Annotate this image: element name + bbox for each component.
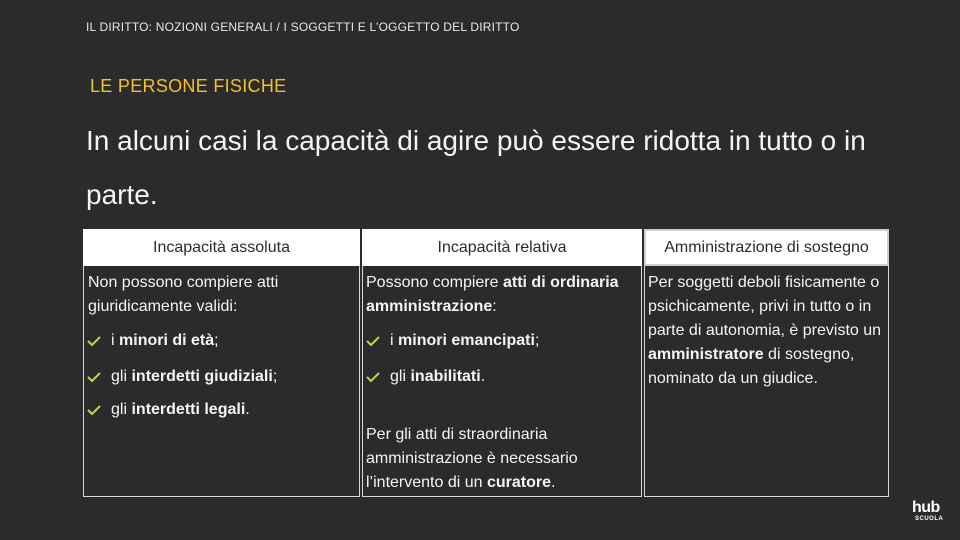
list-item-suffix: ;: [534, 332, 540, 349]
list-item: [87, 368, 277, 386]
check-icon: [366, 334, 380, 348]
list-item-prefix: gli: [390, 368, 407, 385]
column-text-prefix: Per soggetti deboli fisicamente o psichicamente, privi in tutto o in parte di autonomia, è previsto un: [648, 274, 882, 339]
list-item: [87, 401, 250, 419]
breadcrumb: IL DIRITTO: NOZIONI GENERALI / I SOGGETTI E L’OGGETTO DEL DIRITTO: [86, 20, 520, 34]
list-item-prefix: gli: [111, 368, 128, 385]
list-item-bold: inabilitati: [410, 368, 481, 385]
column-note-bold: curatore: [486, 474, 551, 491]
list-item-suffix: ;: [272, 368, 278, 385]
list-item-prefix: gli: [111, 401, 128, 418]
list-item-bold: interdetti giudiziali: [131, 368, 273, 385]
check-icon: [366, 370, 380, 384]
column-header-label: Amministrazione di sostegno: [664, 238, 869, 256]
column-text-suffix: di sostegno, nominato da un giudice.: [648, 346, 855, 387]
column-intro-suffix: :: [492, 298, 497, 315]
list-item: [366, 368, 485, 386]
column-header-incapacita-assoluta: [83, 229, 360, 266]
list-item: [87, 332, 219, 350]
list-item-suffix: ;: [214, 332, 219, 349]
list-item-suffix: .: [245, 401, 250, 418]
column-text-bold: amministratore: [648, 346, 764, 363]
column-note-suffix: .: [551, 474, 556, 491]
column-header-amministrazione-sostegno: [644, 229, 889, 266]
check-icon: [87, 334, 101, 348]
list-item-suffix: .: [480, 368, 486, 385]
list-item-bold: minori emancipati: [398, 332, 535, 349]
section-title: LE PERSONE FISICHE: [90, 76, 287, 96]
column-intro-bold: atti di ordinaria amministrazione: [366, 274, 619, 315]
column-intro: Non possono compiere atti giuridicamente validi:: [88, 274, 279, 315]
column-intro-prefix: Possono compiere: [366, 274, 503, 291]
check-icon: [87, 370, 101, 384]
column-note-prefix: Per gli atti di straordinaria amministrazione è necessario l’intervento di un: [366, 426, 578, 491]
hub-logo-subtitle: SCUOLA: [915, 516, 944, 522]
hub-logo: hub: [912, 499, 940, 516]
column-header-label: Incapacità relativa: [437, 238, 567, 256]
list-item-prefix: i: [111, 332, 115, 349]
headline: In alcuni casi la capacità di agire può essere ridotta in tutto o in parte.: [86, 125, 866, 210]
column-note: [366, 423, 628, 495]
column-intro: [366, 271, 636, 319]
column-header-incapacita-relativa: [362, 229, 642, 266]
column-text: [648, 271, 886, 391]
column-header-label: Incapacità assoluta: [153, 238, 290, 256]
list-item-bold: minori di età: [119, 332, 215, 349]
list-item-bold: interdetti legali: [131, 401, 246, 418]
list-item-prefix: i: [390, 332, 394, 349]
list-item: [366, 332, 539, 350]
check-icon: [87, 403, 101, 417]
